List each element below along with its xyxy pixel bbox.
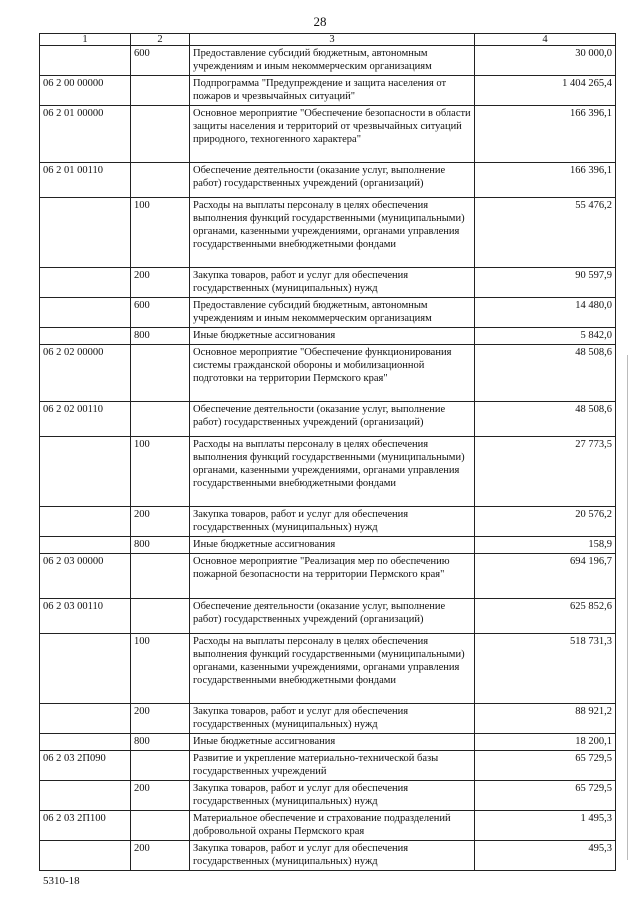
expense-type-cell: 100: [131, 437, 190, 507]
amount-cell: 27 773,5: [475, 437, 616, 507]
item-name-cell: Обеспечение деятельности (оказание услуг, выполнение работ) государственных учреждений (организаций): [190, 163, 475, 198]
expense-type-cell: 200: [131, 268, 190, 298]
table-row: [40, 507, 616, 537]
table-row: [40, 46, 616, 76]
expense-type-cell: [131, 554, 190, 599]
budget-code-cell: 06 2 02 00110: [40, 402, 131, 437]
expense-type-cell: [131, 106, 190, 163]
expense-type-cell: [131, 345, 190, 402]
expense-type-cell: [131, 163, 190, 198]
amount-cell: 48 508,6: [475, 345, 616, 402]
budget-code-cell: [40, 841, 131, 871]
item-name-cell: Закупка товаров, работ и услуг для обеспечения государственных (муниципальных) нужд: [190, 268, 475, 298]
item-name-cell: Обеспечение деятельности (оказание услуг, выполнение работ) государственных учреждений (организаций): [190, 402, 475, 437]
amount-cell: 88 921,2: [475, 704, 616, 734]
table-row: [40, 751, 616, 781]
item-name-cell: Предоставление субсидий бюджетным, автономным учреждениям и иным некоммерческим организациям: [190, 298, 475, 328]
item-name-cell: Основное мероприятие "Обеспечение безопасности в области защиты населения и территорий от чрезвычайных ситуаций природного, техногенного характера": [190, 106, 475, 163]
column-header-1: 1: [40, 34, 131, 46]
item-name-cell: Расходы на выплаты персоналу в целях обеспечения выполнения функций государственными (муниципальными) органами, казенными учреждениями, органами управления государственными внебюджетными фондами: [190, 437, 475, 507]
scan-edge-line: [627, 355, 628, 860]
table-row: [40, 704, 616, 734]
budget-code-cell: [40, 507, 131, 537]
budget-code-cell: 06 2 02 00000: [40, 345, 131, 402]
budget-code-cell: 06 2 00 00000: [40, 76, 131, 106]
budget-code-cell: [40, 46, 131, 76]
budget-code-cell: 06 2 03 2П090: [40, 751, 131, 781]
budget-code-cell: 06 2 01 00110: [40, 163, 131, 198]
table-row: [40, 298, 616, 328]
item-name-cell: Расходы на выплаты персоналу в целях обеспечения выполнения функций государственными (муниципальными) органами, казенными учреждениями, органами управления государственными внебюджетными фондами: [190, 198, 475, 268]
table-row: [40, 537, 616, 554]
table-row: [40, 781, 616, 811]
amount-cell: 166 396,1: [475, 106, 616, 163]
item-name-cell: Развитие и укрепление материально-технической базы государственных учреждений: [190, 751, 475, 781]
table-row: [40, 437, 616, 507]
amount-cell: 55 476,2: [475, 198, 616, 268]
expense-type-cell: [131, 402, 190, 437]
column-header-3: 3: [190, 34, 475, 46]
item-name-cell: Иные бюджетные ассигнования: [190, 734, 475, 751]
table-row: [40, 402, 616, 437]
table-row: [40, 345, 616, 402]
amount-cell: 20 576,2: [475, 507, 616, 537]
amount-cell: 495,3: [475, 841, 616, 871]
amount-cell: 5 842,0: [475, 328, 616, 345]
budget-table: [39, 33, 616, 871]
table-row: [40, 76, 616, 106]
budget-code-cell: [40, 537, 131, 554]
item-name-cell: Закупка товаров, работ и услуг для обеспечения государственных (муниципальных) нужд: [190, 507, 475, 537]
expense-type-cell: 100: [131, 634, 190, 704]
item-name-cell: Основное мероприятие "Обеспечение функционирования системы гражданской обороны и мобилизационной подготовки на территории Пермского края": [190, 345, 475, 402]
table-row: [40, 734, 616, 751]
amount-cell: 158,9: [475, 537, 616, 554]
amount-cell: 65 729,5: [475, 781, 616, 811]
amount-cell: 166 396,1: [475, 163, 616, 198]
table-row: [40, 198, 616, 268]
expense-type-cell: [131, 751, 190, 781]
budget-code-cell: 06 2 03 00000: [40, 554, 131, 599]
expense-type-cell: 800: [131, 734, 190, 751]
column-header-4: 4: [475, 34, 616, 46]
budget-code-cell: [40, 781, 131, 811]
header-row: [40, 34, 616, 46]
amount-cell: 1 404 265,4: [475, 76, 616, 106]
expense-type-cell: 200: [131, 841, 190, 871]
expense-type-cell: 200: [131, 704, 190, 734]
budget-code-cell: [40, 268, 131, 298]
table-row: [40, 811, 616, 841]
page-number: 28: [313, 14, 327, 29]
amount-cell: 48 508,6: [475, 402, 616, 437]
table-row: [40, 599, 616, 634]
item-name-cell: Материальное обеспечение и страхование подразделений добровольной охраны Пермского края: [190, 811, 475, 841]
amount-cell: 30 000,0: [475, 46, 616, 76]
expense-type-cell: 600: [131, 46, 190, 76]
amount-cell: 90 597,9: [475, 268, 616, 298]
table-row: [40, 554, 616, 599]
table-row: [40, 634, 616, 704]
item-name-cell: Закупка товаров, работ и услуг для обеспечения государственных (муниципальных) нужд: [190, 704, 475, 734]
expense-type-cell: 100: [131, 198, 190, 268]
budget-code-cell: [40, 198, 131, 268]
budget-code-cell: 06 2 03 2П100: [40, 811, 131, 841]
expense-type-cell: 800: [131, 537, 190, 554]
budget-code-cell: 06 2 01 00000: [40, 106, 131, 163]
budget-code-cell: [40, 704, 131, 734]
expense-type-cell: 600: [131, 298, 190, 328]
budget-code-cell: [40, 328, 131, 345]
amount-cell: 65 729,5: [475, 751, 616, 781]
expense-type-cell: [131, 599, 190, 634]
budget-code-cell: [40, 634, 131, 704]
column-header-2: 2: [131, 34, 190, 46]
expense-type-cell: [131, 76, 190, 106]
amount-cell: 625 852,6: [475, 599, 616, 634]
table-row: [40, 268, 616, 298]
expense-type-cell: [131, 811, 190, 841]
expense-type-cell: 200: [131, 507, 190, 537]
item-name-cell: Подпрограмма "Предупреждение и защита населения от пожаров и чрезвычайных ситуаций": [190, 76, 475, 106]
amount-cell: 14 480,0: [475, 298, 616, 328]
item-name-cell: Закупка товаров, работ и услуг для обеспечения государственных (муниципальных) нужд: [190, 841, 475, 871]
amount-cell: 1 495,3: [475, 811, 616, 841]
amount-cell: 18 200,1: [475, 734, 616, 751]
item-name-cell: Расходы на выплаты персоналу в целях обеспечения выполнения функций государственными (муниципальными) органами, казенными учреждениями, органами управления государственными внебюджетными фондами: [190, 634, 475, 704]
table-row: [40, 841, 616, 871]
item-name-cell: Иные бюджетные ассигнования: [190, 537, 475, 554]
item-name-cell: Предоставление субсидий бюджетным, автономным учреждениям и иным некоммерческим организациям: [190, 46, 475, 76]
item-name-cell: Обеспечение деятельности (оказание услуг, выполнение работ) государственных учреждений (организаций): [190, 599, 475, 634]
document-code: 5310-18: [43, 875, 80, 887]
item-name-cell: Закупка товаров, работ и услуг для обеспечения государственных (муниципальных) нужд: [190, 781, 475, 811]
amount-cell: 518 731,3: [475, 634, 616, 704]
budget-code-cell: [40, 437, 131, 507]
table-row: [40, 106, 616, 163]
budget-code-cell: [40, 298, 131, 328]
budget-code-cell: [40, 734, 131, 751]
table-body: [40, 46, 616, 871]
expense-type-cell: 200: [131, 781, 190, 811]
item-name-cell: Иные бюджетные ассигнования: [190, 328, 475, 345]
table-row: [40, 328, 616, 345]
expense-type-cell: 800: [131, 328, 190, 345]
table-row: [40, 163, 616, 198]
item-name-cell: Основное мероприятие "Реализация мер по обеспечению пожарной безопасности на территории Пермского края": [190, 554, 475, 599]
budget-code-cell: 06 2 03 00110: [40, 599, 131, 634]
amount-cell: 694 196,7: [475, 554, 616, 599]
